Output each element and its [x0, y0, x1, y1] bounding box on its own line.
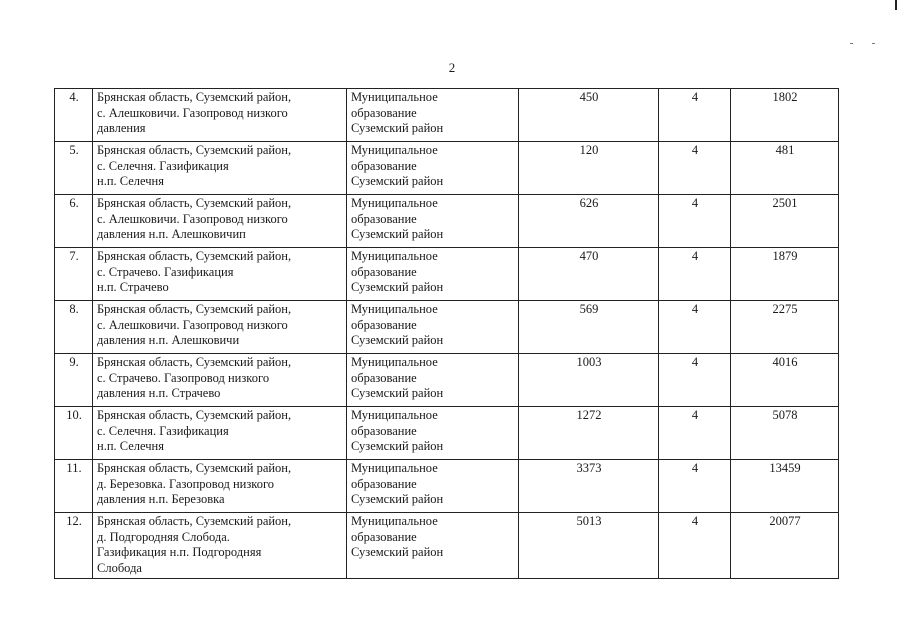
value-cell-v3: [731, 142, 839, 195]
owner-line: образование: [351, 264, 417, 279]
object-description-cell: [93, 142, 347, 195]
row-number: 4.: [69, 90, 79, 104]
value-v3: 1879: [772, 249, 798, 263]
owner-line: Муниципальное: [351, 90, 438, 104]
object-description-line: Брянская область, Суземский район,: [97, 90, 292, 104]
value-cell-v1: [519, 248, 659, 301]
value-v2: 4: [691, 90, 699, 104]
scan-edge-mark: [895, 0, 897, 10]
owner-line: образование: [351, 211, 417, 226]
value-v3: 20077: [769, 514, 801, 528]
owner-cell: [347, 460, 519, 513]
row-number: 8.: [69, 302, 79, 316]
row-number: 7.: [69, 249, 79, 263]
owner-line: образование: [351, 370, 417, 385]
value-cell-v2: [659, 301, 731, 354]
table-row: [55, 407, 839, 460]
value-v3: 13459: [769, 461, 801, 475]
owner-line: Суземский район: [351, 333, 444, 347]
owner-line: Муниципальное: [351, 249, 438, 263]
row-number-cell: [55, 89, 93, 142]
value-v2: 4: [691, 302, 699, 316]
owner-line: Суземский район: [351, 386, 444, 400]
object-description-line: давления н.п. Алешковичи: [97, 333, 240, 347]
object-description-line: с. Алешковичи. Газопровод низкого: [97, 105, 288, 120]
value-v1: 3373: [576, 461, 602, 475]
owner-line: Суземский район: [351, 174, 444, 188]
value-cell-v1: [519, 301, 659, 354]
table-row: [55, 142, 839, 195]
value-cell-v1: [519, 89, 659, 142]
value-v3: 5078: [772, 408, 798, 422]
scan-speck: [872, 43, 875, 44]
object-description-line: Брянская область, Суземский район,: [97, 355, 292, 369]
table-body: [55, 89, 839, 579]
row-number-cell: [55, 513, 93, 579]
object-description-cell: [93, 460, 347, 513]
object-description-line: давления н.п. Страчево: [97, 386, 221, 400]
value-v2: 4: [691, 461, 699, 475]
object-description-cell: [93, 248, 347, 301]
row-number: 6.: [69, 196, 79, 210]
value-v1: 5013: [576, 514, 602, 528]
owner-line: образование: [351, 105, 417, 120]
value-cell-v3: [731, 354, 839, 407]
row-number-cell: [55, 195, 93, 248]
owner-line: Суземский район: [351, 121, 444, 135]
owner-line: Суземский район: [351, 492, 444, 506]
object-description-cell: [93, 195, 347, 248]
value-cell-v2: [659, 513, 731, 579]
value-v3: 2275: [772, 302, 798, 316]
value-cell-v2: [659, 354, 731, 407]
table-row: [55, 89, 839, 142]
row-number-cell: [55, 460, 93, 513]
value-v1: 569: [579, 302, 599, 316]
owner-cell: [347, 301, 519, 354]
owner-cell: [347, 195, 519, 248]
row-number: 10.: [66, 408, 82, 422]
scan-speck: [850, 43, 853, 44]
owner-line: Суземский район: [351, 227, 444, 241]
object-description-line: Брянская область, Суземский район,: [97, 514, 292, 528]
owner-line: Муниципальное: [351, 408, 438, 422]
value-v3: 4016: [772, 355, 798, 369]
row-number-cell: [55, 301, 93, 354]
owner-cell: [347, 354, 519, 407]
row-number-cell: [55, 142, 93, 195]
value-v2: 4: [691, 249, 699, 263]
value-cell-v2: [659, 460, 731, 513]
value-cell-v3: [731, 248, 839, 301]
row-number-cell: [55, 248, 93, 301]
value-cell-v2: [659, 248, 731, 301]
value-cell-v3: [731, 195, 839, 248]
object-description-line: с. Алешковичи. Газопровод низкого: [97, 211, 288, 226]
object-description-line: с. Селечня. Газификация: [97, 158, 229, 173]
owner-cell: [347, 89, 519, 142]
page-number: 2: [448, 60, 456, 75]
object-description-cell: [93, 407, 347, 460]
object-description-line: Слобода: [97, 560, 142, 575]
value-v2: 4: [691, 143, 699, 157]
owner-line: Муниципальное: [351, 514, 438, 528]
value-cell-v2: [659, 195, 731, 248]
value-cell-v3: [731, 460, 839, 513]
object-description-line: н.п. Страчево: [97, 280, 169, 294]
row-number: 5.: [69, 143, 79, 157]
object-description-line: Брянская область, Суземский район,: [97, 461, 292, 475]
object-description-line: Брянская область, Суземский район,: [97, 408, 292, 422]
owner-cell: [347, 142, 519, 195]
owner-line: образование: [351, 529, 417, 544]
owner-line: Муниципальное: [351, 302, 438, 316]
object-description-line: д. Березовка. Газопровод низкого: [97, 476, 275, 491]
table-row: [55, 354, 839, 407]
value-v2: 4: [691, 408, 699, 422]
value-cell-v3: [731, 301, 839, 354]
value-cell-v1: [519, 407, 659, 460]
row-number-cell: [55, 354, 93, 407]
owner-line: Муниципальное: [351, 196, 438, 210]
object-description-line: Брянская область, Суземский район,: [97, 249, 292, 263]
owner-cell: [347, 513, 519, 579]
value-cell-v1: [519, 460, 659, 513]
object-description-line: Газификация н.п. Подгородняя: [97, 545, 262, 559]
value-v2: 4: [691, 514, 699, 528]
value-cell-v3: [731, 89, 839, 142]
owner-line: Муниципальное: [351, 143, 438, 157]
value-v3: 1802: [772, 90, 798, 104]
owner-line: образование: [351, 423, 417, 438]
property-table: [54, 88, 839, 579]
value-v2: 4: [691, 355, 699, 369]
object-description-line: Брянская область, Суземский район,: [97, 196, 292, 210]
owner-line: образование: [351, 317, 417, 332]
value-cell-v1: [519, 513, 659, 579]
value-v1: 450: [579, 90, 599, 104]
object-description-line: н.п. Селечня: [97, 174, 164, 188]
value-v1: 626: [579, 196, 599, 210]
table-row: [55, 460, 839, 513]
owner-line: образование: [351, 158, 417, 173]
owner-cell: [347, 407, 519, 460]
owner-line: Суземский район: [351, 439, 444, 453]
value-v1: 1272: [576, 408, 602, 422]
value-cell-v2: [659, 407, 731, 460]
value-cell-v2: [659, 142, 731, 195]
object-description-line: Брянская область, Суземский район,: [97, 302, 292, 316]
object-description-line: с. Страчево. Газопровод низкого: [97, 370, 270, 385]
object-description-line: д. Подгородняя Слобода.: [97, 529, 230, 544]
object-description-line: Брянская область, Суземский район,: [97, 143, 292, 157]
value-cell-v3: [731, 407, 839, 460]
value-v2: 4: [691, 196, 699, 210]
object-description-cell: [93, 513, 347, 579]
value-v3: 481: [775, 143, 795, 157]
owner-cell: [347, 248, 519, 301]
object-description-cell: [93, 301, 347, 354]
table-row: [55, 248, 839, 301]
value-v1: 120: [579, 143, 599, 157]
value-cell-v1: [519, 142, 659, 195]
value-cell-v1: [519, 195, 659, 248]
table-row: [55, 301, 839, 354]
value-cell-v1: [519, 354, 659, 407]
object-description-line: давления: [97, 121, 146, 135]
row-number: 12.: [66, 514, 82, 528]
row-number: 11.: [66, 461, 82, 475]
value-v1: 470: [579, 249, 599, 263]
value-cell-v3: [731, 513, 839, 579]
object-description-cell: [93, 89, 347, 142]
owner-line: Муниципальное: [351, 355, 438, 369]
table-row: [55, 195, 839, 248]
row-number: 9.: [69, 355, 79, 369]
object-description-line: н.п. Селечня: [97, 439, 164, 453]
owner-line: образование: [351, 476, 417, 491]
object-description-line: давления н.п. Березовка: [97, 492, 225, 506]
object-description-line: давления н.п. Алешковичип: [97, 227, 246, 241]
object-description-line: с. Алешковичи. Газопровод низкого: [97, 317, 288, 332]
table-row: [55, 513, 839, 579]
owner-line: Суземский район: [351, 545, 444, 559]
object-description-cell: [93, 354, 347, 407]
row-number-cell: [55, 407, 93, 460]
value-v1: 1003: [576, 355, 602, 369]
value-v3: 2501: [772, 196, 798, 210]
object-description-line: с. Селечня. Газификация: [97, 423, 229, 438]
owner-line: Муниципальное: [351, 461, 438, 475]
value-cell-v2: [659, 89, 731, 142]
owner-line: Суземский район: [351, 280, 444, 294]
object-description-line: с. Страчево. Газификация: [97, 264, 234, 279]
